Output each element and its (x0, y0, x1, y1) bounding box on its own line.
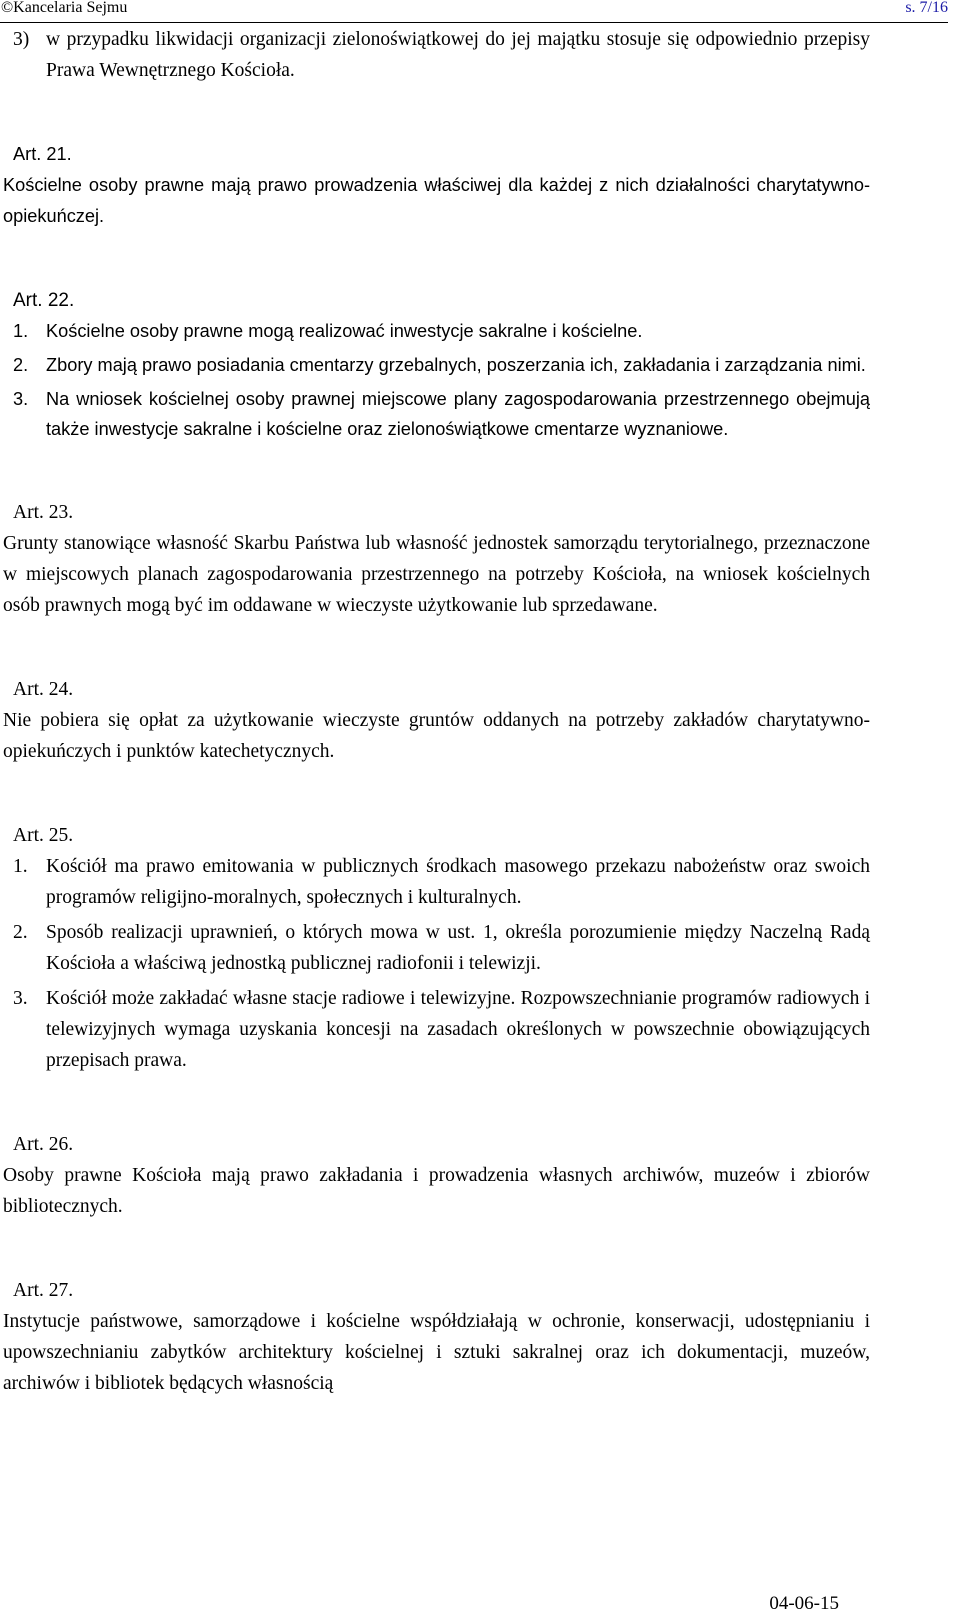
article-26 (3, 1129, 870, 1222)
item-number: 2. (13, 922, 28, 943)
article-24-text: Nie pobiera się opłat za użytkowanie wieczyste gruntów oddanych na potrzeby zakładów charytatywno-opiekuńczych i punktów katechetycznych. (3, 710, 870, 762)
document-body (3, 24, 870, 1399)
article-23-text: Grunty stanowiące własność Skarbu Państwa lub własność jednostek samorządu terytorialnego, przeznaczone w miejscowych planach zagospodarowania przestrzennego na potrzeby Kościoła, na wniosek kościelnych osób prawnych mogą być im oddawane w wieczyste użytkowanie lub sprzedawane. (3, 533, 870, 616)
item-number: 3. (13, 389, 29, 409)
article-27-text: Instytucje państwowe, samorządowe i kościelne współdziałają w ochronie, konserwacji, udostępnianiu i upowszechnianiu zabytków architektury kościelnej i sztuki sakralnej oraz ich dokumentacji, muzeów, archiwów i bibliotek będących własnością (3, 1311, 870, 1394)
article-25-title: Art. 25. (13, 825, 74, 846)
item-number: 1. (13, 321, 29, 341)
intro-item (3, 24, 870, 86)
item-text: Kościół ma prawo emitowania w publicznych środkach masowego przekazu nabożeństw oraz swoich programów religijno-moralnych, społecznych i kulturalnych. (46, 856, 870, 908)
article-26-title: Art. 26. (13, 1134, 74, 1155)
article-21-title: Art. 21. (13, 144, 72, 164)
item-number: 2. (13, 355, 29, 375)
article-26-text: Osoby prawne Kościoła mają prawo zakładania i prowadzenia własnych archiwów, muzeów i zbiorów bibliotecznych. (3, 1165, 870, 1217)
article-21-text: Kościelne osoby prawne mają prawo prowadzenia właściwej dla każdej z nich działalności charytatywno-opiekuńczej. (3, 175, 870, 226)
article-25 (3, 820, 870, 1076)
item-number: 1. (13, 856, 28, 877)
article-22-item (3, 384, 870, 444)
article-25-item (3, 851, 870, 913)
item-text: Sposób realizacji uprawnień, o których mowa w ust. 1, określa porozumienie między Naczelną Radą Kościoła a właściwą jednostką publicznej radiofonii i telewizji. (46, 922, 870, 974)
article-22-item (3, 350, 870, 380)
article-22-title: Art. 22. (13, 290, 75, 311)
article-27 (3, 1275, 870, 1399)
item-number: 3. (13, 988, 28, 1009)
intro-item-text: w przypadku likwidacji organizacji zielonoświątkowej do jej majątku stosuje się odpowiednio przepisy Prawa Wewnętrznego Kościoła. (46, 29, 870, 81)
item-text: Na wniosek kościelnej osoby prawnej miejscowe plany zagospodarowania przestrzennego obejmują także inwestycje sakralne i kościelne oraz zielonoświątkowe cmentarze wyznaniowe. (46, 389, 870, 439)
page-header (0, 0, 948, 23)
item-text: Kościelne osoby prawne mogą realizować inwestycje sakralne i kościelne. (46, 321, 643, 341)
page-number: s. 7/16 (905, 0, 948, 16)
article-22 (3, 285, 870, 444)
article-25-item (3, 917, 870, 979)
article-22-item (3, 316, 870, 346)
article-24-title: Art. 24. (13, 679, 74, 700)
article-23-title: Art. 23. (13, 502, 74, 523)
article-23 (3, 497, 870, 621)
item-text: Zbory mają prawo posiadania cmentarzy grzebalnych, poszerzania ich, zakładania i zarządzania nimi. (46, 355, 866, 375)
article-21 (3, 139, 870, 232)
article-27-title: Art. 27. (13, 1280, 74, 1301)
copyright-link[interactable]: ©Kancelaria Sejmu (1, 0, 128, 16)
intro-item-number: 3) (13, 29, 30, 50)
article-24 (3, 674, 870, 767)
article-25-item (3, 983, 870, 1076)
item-text: Kościół może zakładać własne stacje radiowe i telewizyjne. Rozpowszechnianie programów radiowych i telewizyjnych wymaga uzyskania koncesji na zasadach określonych w powszechnie obowiązujących przepisach prawa. (46, 988, 870, 1071)
footer-date: 04-06-15 (769, 1593, 839, 1614)
